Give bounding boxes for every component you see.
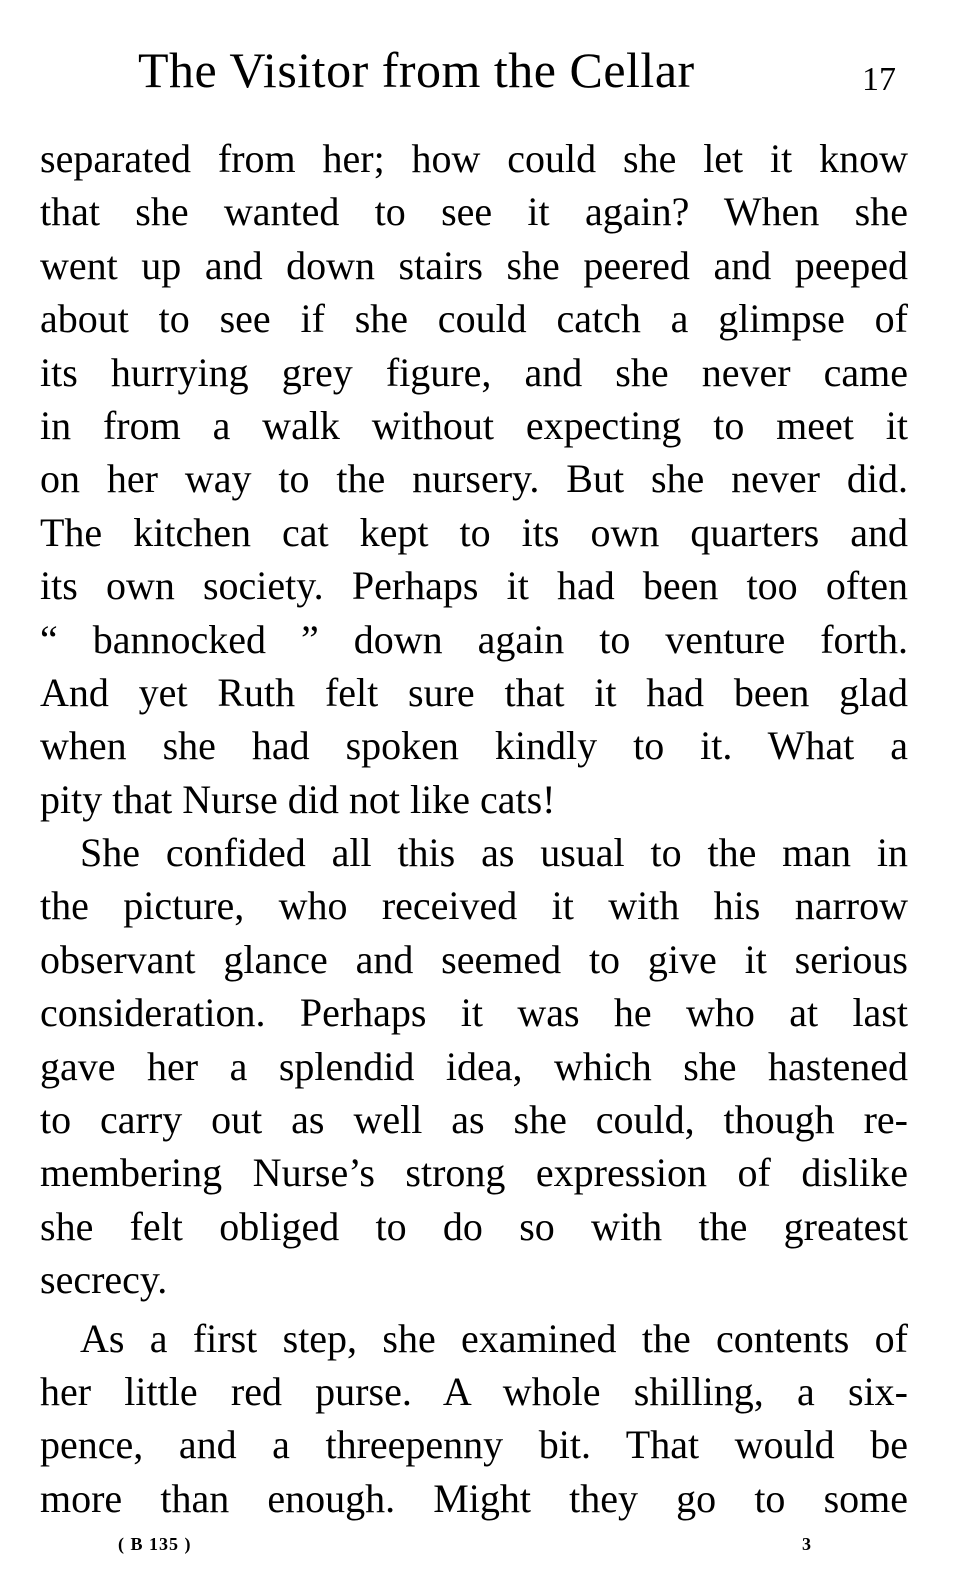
text-line: observant glance and seemed to give it serious [40, 936, 908, 982]
text-line: And yet Ruth felt sure that it had been glad [40, 669, 908, 715]
text-line: the picture, who received it with his narrow [40, 883, 908, 929]
page-number: 17 [862, 61, 896, 98]
text-line: its hurrying grey figure, and she never came [40, 349, 908, 395]
text-line: “ bannocked ” down again to venture forth. [40, 616, 908, 662]
text-line: she felt obliged to do so with the greatest [40, 1203, 908, 1249]
text-line: more than enough. Might they go to some [40, 1475, 908, 1521]
text-line: The kitchen cat kept to its own quarters and [40, 509, 908, 555]
text-line: about to see if she could catch a glimpse of [40, 296, 908, 342]
running-head [0, 38, 959, 108]
text-line: pity that Nurse did not like cats! [40, 776, 556, 822]
text-line: membering Nurse’s strong expression of dislike [40, 1150, 908, 1196]
text-line: separated from her; how could she let it know [40, 136, 908, 181]
text-line: her little red purse. A whole shilling, a six- [40, 1368, 908, 1414]
paragraph-2 [40, 826, 908, 1307]
text-line: She confided all this as usual to the man in [80, 830, 908, 876]
text-line: in from a walk without expecting to meet it [40, 402, 908, 448]
text-line: to carry out as well as she could, though re- [40, 1097, 908, 1143]
paragraph-3 [40, 1312, 908, 1526]
printer-signature-mark: ( B 135 ) [118, 1534, 192, 1554]
signature-number: 3 [802, 1534, 811, 1554]
text-line: went up and down stairs she peered and peeped [40, 242, 908, 288]
text-line: on her way to the nursery. But she never did. [40, 456, 908, 502]
text-line: gave her a splendid idea, which she hastened [40, 1043, 908, 1089]
running-title: The Visitor from the Cellar [138, 42, 695, 98]
text-line: its own society. Perhaps it had been too often [40, 563, 908, 609]
text-line: pence, and a threepenny bit. That would be [40, 1422, 908, 1468]
page-footer [0, 1530, 959, 1560]
paragraph-1 [40, 132, 908, 826]
text-line: As a first step, she examined the contents of [80, 1315, 908, 1361]
text-line: when she had spoken kindly to it. What a [40, 723, 908, 769]
text-line: consideration. Perhaps it was he who at last [40, 990, 908, 1036]
text-line: secrecy. [40, 1257, 168, 1303]
body-text [40, 132, 908, 1525]
text-line: that she wanted to see it again? When she [40, 189, 908, 235]
